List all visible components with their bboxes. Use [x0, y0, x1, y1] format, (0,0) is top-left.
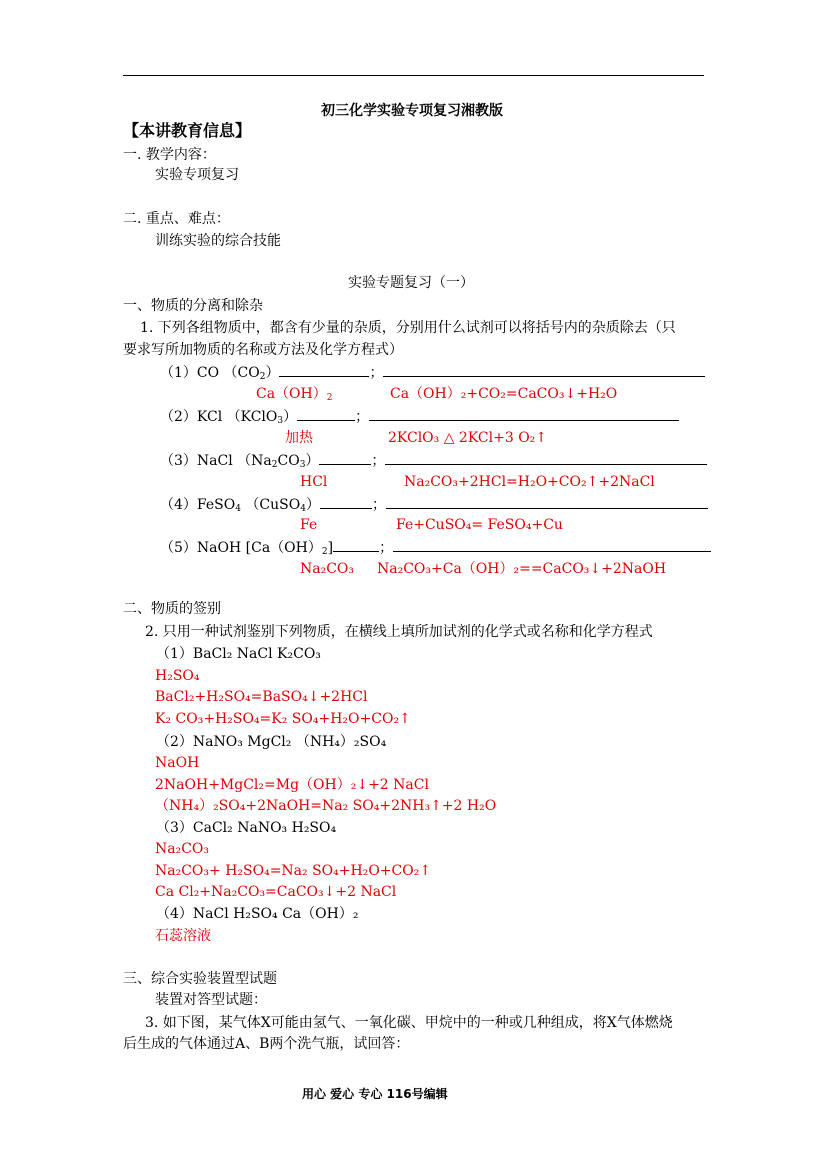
group2-equation1: 2NaOH+MgCl₂=Mg（OH）₂↓+2 NaCl: [155, 777, 429, 793]
page-footer: 用心 爱心 专心 116号编辑: [302, 1087, 448, 1101]
item5-label: （5）NaOH [Ca（OH）: [160, 540, 322, 556]
question3-line2: 后生成的气体通过A、B两个洗气瓶，试回答：: [123, 1036, 410, 1052]
section1-body: 实验专项复习: [155, 167, 239, 183]
item1-reagent: $Ca(OH)_2$: [256, 386, 333, 403]
item1-eq-blank: [383, 362, 705, 377]
group4-answer: 石蕊溶液: [155, 928, 211, 944]
group2-answer: NaOH: [155, 755, 200, 771]
group4-items: （4）NaCl H₂SO₄ Ca（OH）₂: [156, 906, 359, 922]
item3-equation: Na₂CO₃+2HCl=H₂O+CO₂↑+2NaCl: [404, 474, 655, 490]
section2-heading: 二. 重点、难点：: [123, 211, 230, 227]
item4-equation: Fe+CuSO₄= FeSO₄+Cu: [396, 517, 563, 533]
group1-equation1: BaCl₂+H₂SO₄=BaSO₄↓+2HCl: [155, 689, 368, 705]
item5-blank: [333, 537, 379, 552]
group1-answer: H₂SO₄: [155, 668, 200, 684]
item2-line: （2）KCl （KClO$_3$） ；: [160, 406, 679, 426]
group3-answer: Na₂CO₃: [155, 841, 210, 857]
item4-eq-blank: [386, 494, 708, 509]
item3-eq-blank: [385, 450, 707, 465]
question1-line2: 要求写所加物质的名称或方法及化学方程式）: [123, 342, 403, 358]
item5-reagent: Na₂CO₃: [300, 561, 355, 577]
item4-blank: [320, 494, 372, 509]
item1-blank: [279, 362, 369, 377]
section1-heading: 一. 教学内容：: [123, 147, 216, 163]
item2-eq-blank: [369, 406, 679, 421]
question3-line1: 3. 如下图，某气体X可能由氢气、一氧化碳、甲烷中的一种或几种组成，将X气体燃烧: [145, 1015, 673, 1031]
item2-reagent: 加热: [285, 430, 313, 446]
item4-reagent: Fe: [300, 517, 318, 533]
header-rule: [123, 75, 704, 76]
item2-blank: [297, 406, 355, 421]
center-title: 实验专题复习（一）: [348, 275, 474, 291]
item5-line: （5）NaOH $[Ca(OH)_2]$ ；: [160, 537, 711, 557]
group3-equation2: Ca Cl₂+Na₂CO₃=CaCO₃↓+2 NaCl: [155, 884, 397, 900]
question1-line1: 1. 下列各组物质中，都含有少量的杂质，分别用什么试剂可以将括号内的杂质除去（只: [140, 320, 676, 336]
group2-items: （2）NaNO₃ MgCl₂ （NH₄）₂SO₄: [156, 734, 387, 750]
document-title: 初三化学实验专项复习湘教版: [321, 103, 503, 119]
item2-label: （2）KCl （KClO: [160, 409, 278, 425]
part1-heading: 一、物质的分离和除杂: [123, 298, 263, 314]
item1-line: （1）CO $(CO_2)$ ；: [160, 362, 705, 382]
item5-eq-blank: [393, 537, 711, 552]
item4-line: （4）FeSO$_4$ （CuSO$_4$） ；: [160, 494, 708, 514]
group1-equation2: K₂ CO₃+H₂SO₄=K₂ SO₄+H₂O+CO₂↑: [155, 711, 411, 727]
part3-heading: 三、综合实验装置型试题: [123, 971, 277, 987]
part2-heading: 二、物质的签别: [123, 601, 221, 617]
item3-blank: [319, 450, 371, 465]
item3-reagent: HCl: [300, 474, 328, 490]
info-heading: 【本讲教育信息】: [123, 121, 252, 140]
group3-equation1: Na₂CO₃+ H₂SO₄=Na₂ SO₄+H₂O+CO₂↑: [155, 863, 432, 879]
item5-equation: Na₂CO₃+Ca（OH）₂==CaCO₃↓+2NaOH: [377, 561, 667, 577]
item4-label: （4）FeSO: [160, 497, 236, 513]
question2: 2. 只用一种试剂鉴别下列物质，在横线上填所加试剂的化学式或名称和化学方程式: [145, 624, 653, 640]
group3-items: （3）CaCl₂ NaNO₃ H₂SO₄: [156, 820, 337, 836]
item1-equation: Ca（OH）₂+CO₂=CaCO₃↓+H₂O: [390, 386, 618, 402]
item3-label: （3）NaCl （Na: [160, 453, 272, 469]
item2-equation: 2KClO₃ △ 2KCl+3 O₂↑: [388, 430, 548, 446]
section2-body: 训练实验的综合技能: [155, 233, 281, 249]
group1-items: （1）BaCl₂ NaCl K₂CO₃: [156, 646, 321, 662]
part3-subheading: 装置对答型试题：: [155, 992, 267, 1008]
item3-line: （3）NaCl $(Na_2CO_3)$ ；: [160, 450, 707, 470]
group2-equation2: （NH₄）₂SO₄+2NaOH=Na₂ SO₄+2NH₃↑+2 H₂O: [155, 798, 497, 814]
item1-label: （1）CO （CO: [160, 365, 260, 381]
